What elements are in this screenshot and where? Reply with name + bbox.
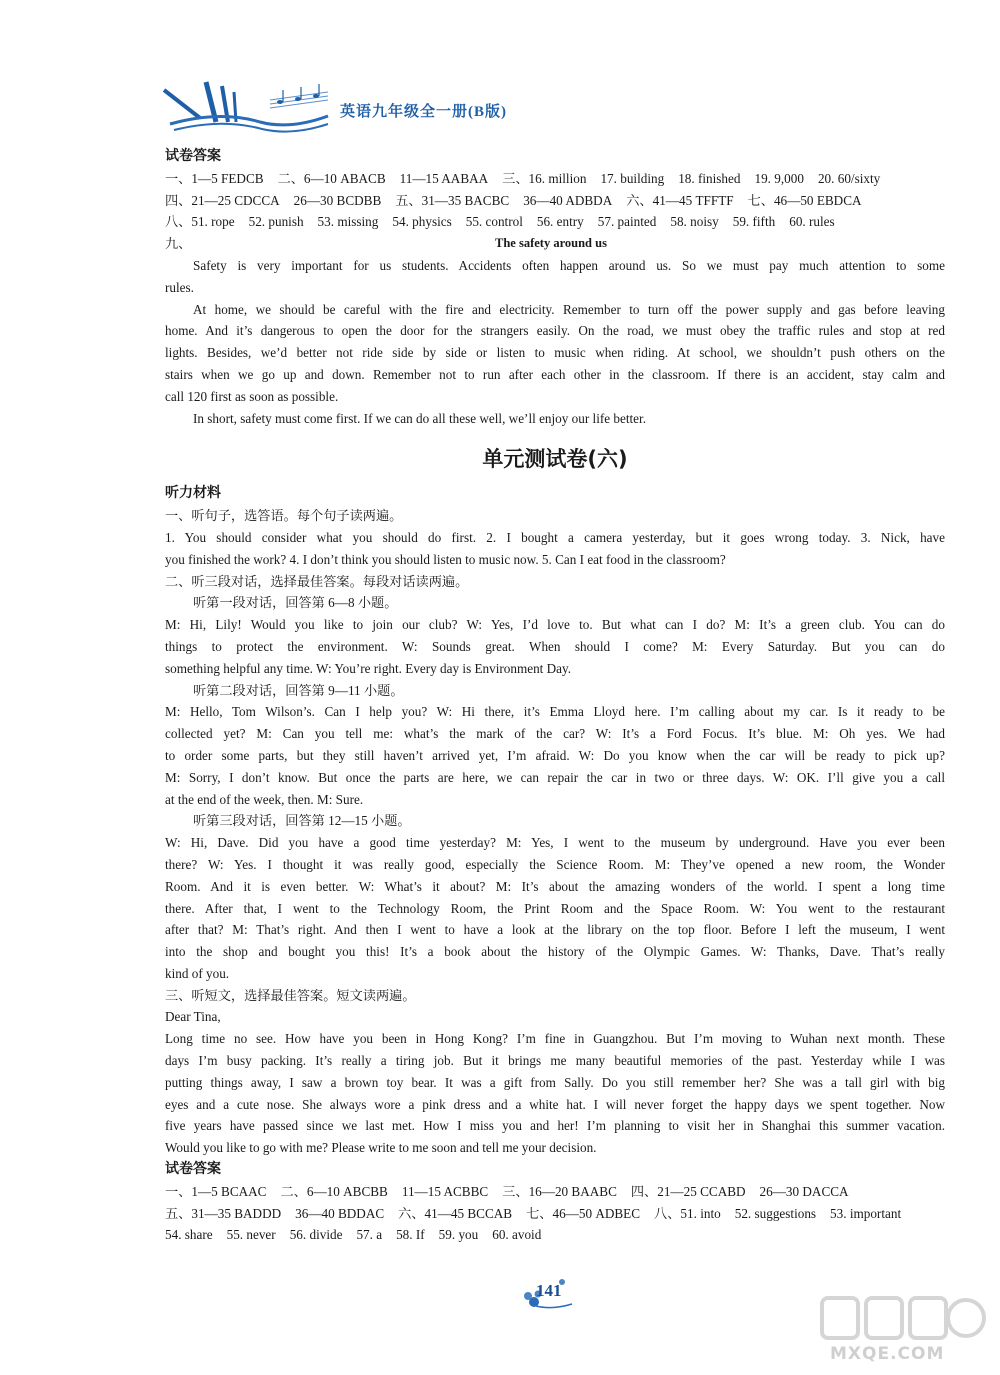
answer-item: 36—40 ADBDA	[523, 192, 613, 208]
answer-item: 26—30 DACCA	[759, 1183, 849, 1199]
answer-item: 53. important	[830, 1205, 902, 1221]
answer-item: 17. building	[600, 170, 665, 186]
page-number: 141	[536, 1281, 562, 1300]
answer-row	[165, 1224, 945, 1246]
answer-item: 36—40 BDDAC	[295, 1205, 385, 1221]
dialog3-line: Room. And it is even better. W: What’s it about? M: It’s about the amazing wonders of the world. I spent a long time	[165, 878, 945, 894]
dialog3-line: there? W: Yes. I thought it was really good, especially the Science Room. M: They’ve opened a new room, the Wonder	[165, 856, 945, 872]
watermark-logo-icon	[818, 1292, 988, 1344]
answer-item: 一、1—5 FEDCB	[165, 170, 264, 186]
letter-line: days I’m busy packing. It’s really a tiring job. But it brings me many beautiful memories of the past. Yesterday while I was	[165, 1053, 945, 1069]
essay-line: At home, we should be careful with the fire and electricity. Remember to turn off the power supply and gas before leaving	[193, 301, 945, 317]
letter-line: five years have passed since we last met. How I miss you and her! I’m planning to visit her in Shanghai this summer vacation.	[165, 1118, 945, 1134]
answer-item: 59. fifth	[732, 214, 776, 230]
essay-line: call 120 first as soon as possible.	[165, 388, 339, 404]
answer-item: 60. rules	[789, 214, 835, 230]
answer-item: 五、31—35 BADDD	[165, 1205, 282, 1221]
letter-line: eyes and a cute nose. She always wore a pink dress and a white hat. I will never forget the happy days we spent together. Now	[165, 1096, 945, 1112]
dialog3-heading: 听第三段对话，回答第 12—15 小题。	[193, 813, 411, 829]
answer-item: 11—15 ACBBC	[401, 1183, 489, 1199]
dialog2-line: to order some parts, but they still haven’t arrived yet, I’m afraid. W: Do you know when the car will be ready to pick up?	[165, 747, 945, 763]
dialog1-line: M: Hi, Lily! Would you like to join our club? W: Yes, I’d love to. But what can I do? M: It’s a green club. You can do	[165, 617, 945, 633]
book-title: 英语九年级全一册(B版)	[340, 104, 507, 120]
dialog2-line: M: Hello, Tom Wilson’s. Can I help you? W: Hi there, it’s Emma Lloyd here. I’m calling about my car. Is it ready to be	[165, 704, 945, 720]
answer-item: 52. suggestions	[734, 1205, 817, 1221]
page-number-badge	[522, 1276, 582, 1312]
dialog3-line: after that? M: That’s right. And then I went to have a look at the library on the top floor. Before I left the museum, I went	[165, 922, 945, 938]
answer-item: 53. missing	[317, 214, 379, 230]
answer-item: 七、46—50 EBDCA	[747, 192, 862, 208]
answer-item: 54. share	[165, 1227, 213, 1243]
answer-item: 55. never	[226, 1227, 276, 1243]
essay-line: stairs when we go up and down. Remember not to run after each other in the classroom. If there is an accident, stay calm and	[165, 366, 945, 382]
answers-heading: 试卷答案	[165, 149, 221, 164]
answer-row	[165, 1181, 945, 1203]
answer-item: 56. divide	[289, 1227, 343, 1243]
answer-item: 59. you	[438, 1227, 479, 1243]
answer-item: 二、6—10 ABCBB	[280, 1183, 388, 1199]
letter-line: putting things away, I saw a brown toy bear. It was a gift from Sally. Do you still remember her? She was a tall girl with big	[165, 1074, 945, 1090]
dialog2-heading: 听第二段对话，回答第 9—11 小题。	[193, 682, 404, 698]
answer-item: 60. avoid	[492, 1227, 542, 1243]
part1-line: 1. You should consider what you should do first. 2. I bought a camera yesterday, but it goes wrong today. 3. Nick, have	[165, 529, 945, 545]
answers-block-2	[165, 1181, 945, 1246]
dialog3-line: kind of you.	[165, 965, 230, 981]
part2-heading: 二、听三段对话，选择最佳答案。每段对话读两遍。	[165, 573, 469, 589]
answer-item: 八、51. into	[654, 1205, 721, 1221]
letter-line: Would you like to go with me? Please write to me soon and tell me your decision.	[165, 1140, 597, 1156]
answer-item: 57. a	[356, 1227, 383, 1243]
answer-item: 11—15 AABAA	[399, 170, 489, 186]
answers-block	[165, 168, 945, 233]
answer-item: 18. finished	[678, 170, 741, 186]
dialog3-line: W: Hi, Dave. Did you have a good time yesterday? M: Yes, I went to the museum by underground. Have you ever been	[165, 835, 945, 851]
answer-item: 五、31—35 BACBC	[395, 192, 510, 208]
unit-title: 单元测试卷(六)	[482, 447, 628, 472]
answer-item: 58. If	[396, 1227, 425, 1243]
watermark-text: MXQE.COM	[830, 1344, 945, 1364]
dialog1-line: something helpful any time. W: You’re right. Every day is Environment Day.	[165, 660, 572, 676]
answer-row	[165, 211, 945, 233]
answer-row	[165, 168, 945, 190]
answer-item: 19. 9,000	[754, 170, 804, 186]
answer-item: 54. physics	[392, 214, 452, 230]
essay-title: The safety around us	[495, 236, 607, 251]
essay-line: rules.	[165, 279, 194, 295]
answer-item: 八、51. rope	[165, 214, 235, 230]
answer-item: 58. noisy	[670, 214, 719, 230]
answer-item: 20. 60/sixty	[817, 170, 881, 186]
listening-heading: 听力材料	[165, 486, 221, 502]
answer-item: 六、41—45 BCCAB	[398, 1205, 513, 1221]
dialog1-line: things to protect the environment. W: Sounds great. When should I come? M: Every Saturday. But you can do	[165, 638, 945, 654]
answer-item: 55. control	[465, 214, 523, 230]
answer-item: 二、6—10 ABACB	[277, 170, 386, 186]
answers-heading-2: 试卷答案	[165, 1162, 221, 1178]
dialog2-line: M: Sorry, I don’t know. But once the parts are here, we can repair the car in two or three days. W: OK. I’ll give you a call	[165, 769, 945, 785]
answer-item: 六、41—45 TFFTF	[626, 192, 734, 208]
dialog3-line: into the shop and bought you this! It’s a book about the history of the Olympic Games. W: Thanks, Dave. That’s really	[165, 944, 945, 960]
page-header	[160, 72, 540, 142]
essay-line: Safety is very important for us students. Accidents often happen around us. So we must pay much attention to some	[193, 257, 945, 273]
essay-line: lights. Besides, we’d better not ride side by side or listen to music when riding. At school, we shouldn’t push others on the	[165, 345, 945, 361]
answer-item: 三、16. million	[502, 170, 587, 186]
answer-item: 56. entry	[536, 214, 584, 230]
answer-item: 26—30 BCDBB	[293, 192, 382, 208]
essay-body	[165, 255, 945, 429]
answer-item: 三、16—20 BAABC	[502, 1183, 617, 1199]
part1-heading: 一、听句子，选答语。每个句子读两遍。	[165, 508, 403, 524]
essay-title-row	[165, 233, 945, 255]
dialog2-line: at the end of the week, then. M: Sure.	[165, 791, 364, 807]
answer-item: 四、21—25 CDCCA	[165, 192, 280, 208]
answer-row	[165, 190, 945, 212]
letter-line: Long time no see. How have you been in Hong Kong? I’m fine in Guangzhou. But I’m moving to Wuhan next month. These	[165, 1031, 945, 1047]
part3-heading: 三、听短文，选择最佳答案。短文读两遍。	[165, 987, 416, 1003]
answer-item: 七、46—50 ADBEC	[526, 1205, 641, 1221]
dialog2-line: collected yet? M: Can you tell me: what’s the mark of the car? W: It’s a Ford Focus. It’s blue. M: Oh yes. We had	[165, 726, 945, 742]
essay-number: 九、	[165, 236, 192, 252]
essay-line: home. And it’s dangerous to open the door for the strangers easily. On the road, we must obey the traffic rules and stop at red	[165, 323, 945, 339]
letter-greeting: Dear Tina,	[165, 1009, 221, 1025]
essay-line: In short, safety must come first. If we can do all these well, we’ll enjoy our life better.	[193, 410, 646, 426]
answer-item: 一、1—5 BCAAC	[165, 1183, 267, 1199]
book-music-logo-icon	[160, 72, 330, 142]
answer-item: 四、21—25 CCABD	[630, 1183, 746, 1199]
watermark	[818, 1292, 998, 1372]
answer-item: 57. painted	[597, 214, 657, 230]
dialog3-line: there. After that, I went to the Technology Room, the Print Room and the Space Room. W: You went to the restaurant	[165, 900, 945, 916]
main-content	[165, 146, 945, 1246]
part1-line: you finished the work? 4. I don’t think you should listen to music now. 5. Can I eat food in the classroom?	[165, 551, 726, 567]
answer-row	[165, 1203, 945, 1225]
answer-item: 52. punish	[248, 214, 304, 230]
dialog1-heading: 听第一段对话，回答第 6—8 小题。	[193, 595, 398, 611]
